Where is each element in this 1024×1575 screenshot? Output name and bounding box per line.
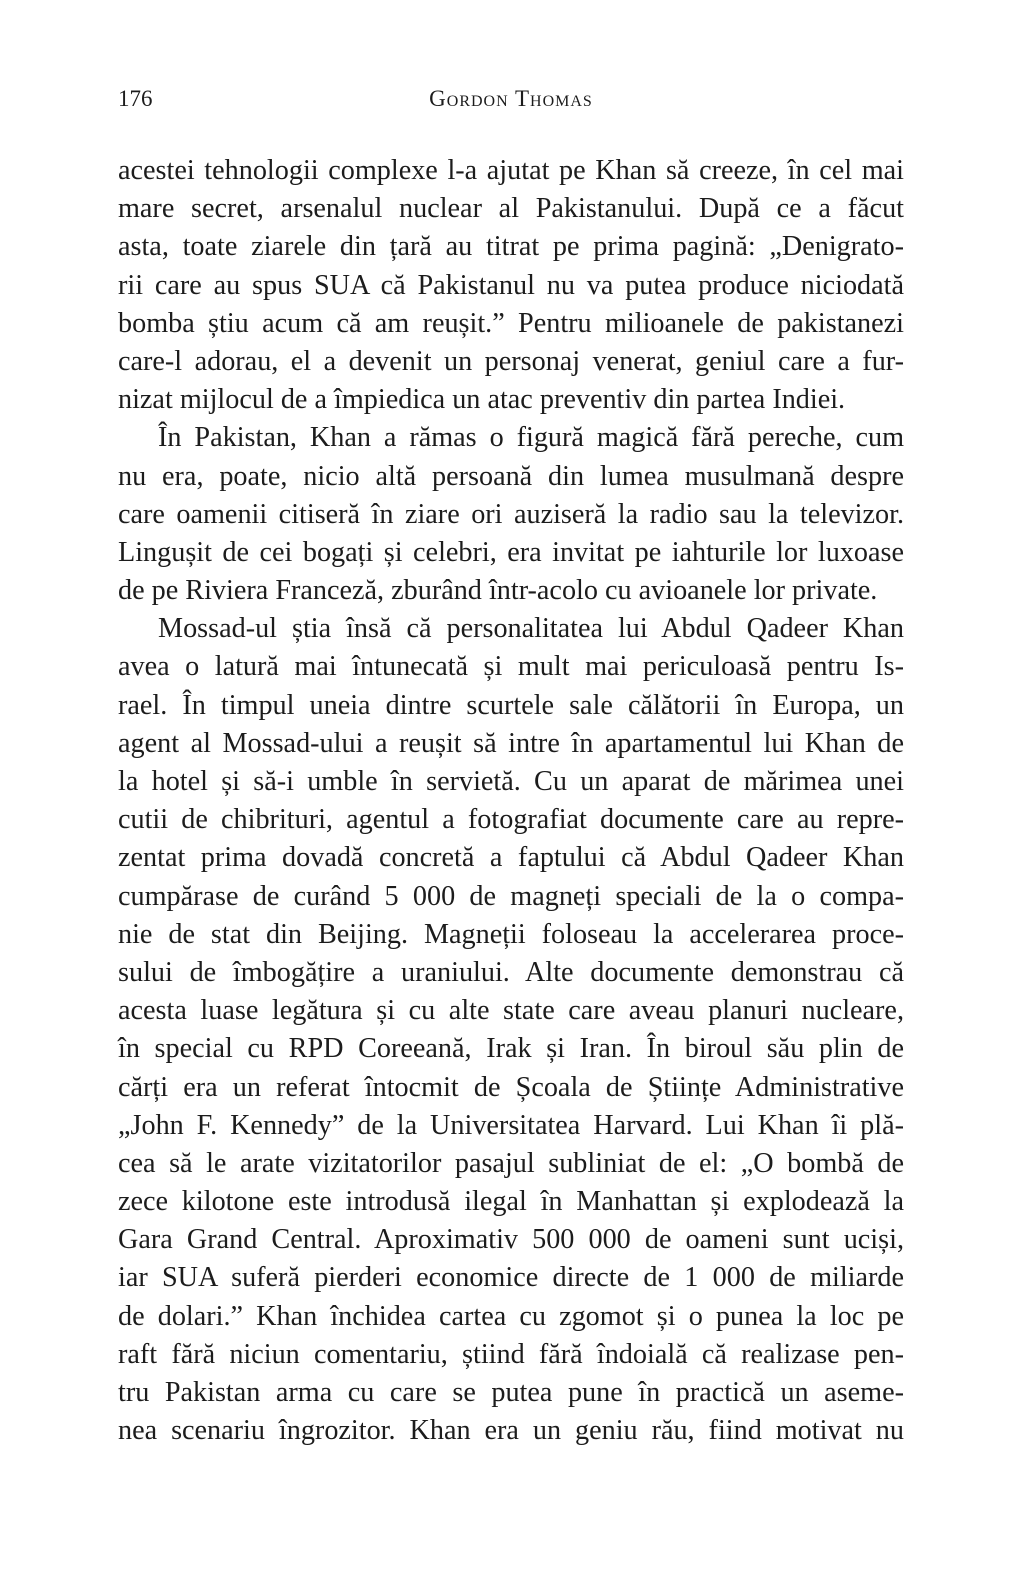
text-line: „John F. Kennedy” de la Universitatea Harvard. Lui Khan îi plă- — [118, 1109, 904, 1141]
text-line: nea scenariu îngrozitor. Khan era un geniu rău, fiind motivat nu — [118, 1415, 904, 1447]
text-line: care-l adorau, el a devenit un personaj venerat, geniul care a fur- — [118, 345, 904, 377]
text-line: agent al Mossad-ului a reușit să intre în apartamentul lui Khan de — [118, 727, 904, 759]
text-line: cea să le arate vizitatorilor pasajul subliniat de el: „O bombă de — [118, 1147, 904, 1179]
text-line: nu era, poate, nicio altă persoană din lumea musulmană despre — [118, 460, 904, 492]
text-line: nizat mijlocul de a împiedica un atac preventiv din partea Indiei. — [118, 384, 846, 416]
text-line: nie de stat din Beijing. Magneții foloseau la accelerarea proce- — [118, 918, 904, 950]
text-line: de dolari.” Khan închidea cartea cu zgomot și o punea la loc pe — [118, 1300, 904, 1332]
text-line: mare secret, arsenalul nuclear al Pakistanului. După ce a făcut — [118, 193, 904, 225]
text-line: la hotel și să-i umble în servietă. Cu un aparat de mărimea unei — [118, 766, 904, 797]
text-line: cărți era un referat întocmit de Școala de Științe Administrative — [118, 1071, 904, 1103]
running-head-author: Gordon Thomas — [429, 86, 593, 111]
text-line: care oamenii citiseră în ziare ori auziseră la radio sau la televizor. — [118, 498, 904, 530]
text-line: Gara Grand Central. Aproximativ 500 000 de oameni sunt uciși, — [118, 1224, 904, 1256]
text-line: raft fără niciun comentariu, știind fără îndoială că realizase pen- — [118, 1338, 904, 1370]
text-line: acestei tehnologii complexe l-a ajutat pe Khan să creeze, în cel mai — [118, 155, 904, 186]
text-line: rael. În timpul uneia dintre scurtele sale călătorii în Europa, un — [118, 689, 904, 721]
text-line: rii care au spus SUA că Pakistanul nu va putea produce niciodată — [118, 269, 904, 301]
text-line: iar SUA suferă pierderi economice directe de 1 000 de miliarde — [118, 1262, 904, 1294]
text-line: de pe Riviera Franceză, zburând într-acolo cu avioanele lor private. — [118, 575, 878, 607]
text-line: În Pakistan, Khan a rămas o figură magică fără pereche, cum — [158, 422, 904, 454]
text-line: Lingușit de cei bogați și celebri, era invitat pe iahturile lor luxoase — [118, 536, 904, 568]
text-line: cumpărase de curând 5 000 de magneți speciali de la o compa- — [118, 880, 904, 912]
text-line: bomba știu acum că am reușit.” Pentru milioanele de pakistanezi — [118, 307, 904, 339]
page-header — [118, 86, 904, 120]
text-line: zentat prima dovadă concretă a faptului că Abdul Qadeer Khan — [118, 842, 904, 874]
body-text — [118, 152, 904, 1450]
text-line: asta, toate ziarele din țară au titrat pe prima pagină: „Denigrato- — [118, 231, 904, 263]
text-line: acesta luase legătura și cu alte state care aveau planuri nucleare, — [118, 995, 904, 1027]
text-line: avea o latură mai întunecată și mult mai periculoasă pentru Is- — [118, 651, 904, 683]
text-line: zece kilotone este introdusă ilegal în Manhattan și explodează la — [118, 1186, 904, 1218]
text-line: în special cu RPD Coreeană, Irak și Iran. În biroul său plin de — [118, 1033, 904, 1065]
text-line: Mossad-ul știa însă că personalitatea lui Abdul Qadeer Khan — [158, 613, 904, 645]
text-line: sului de îmbogățire a uraniului. Alte documente demonstrau că — [118, 956, 904, 988]
text-line: tru Pakistan arma cu care se putea pune în practică un aseme- — [118, 1377, 904, 1408]
text-line: cutii de chibrituri, agentul a fotografiat documente care au repre- — [118, 804, 904, 836]
page-number: 176 — [118, 86, 153, 111]
